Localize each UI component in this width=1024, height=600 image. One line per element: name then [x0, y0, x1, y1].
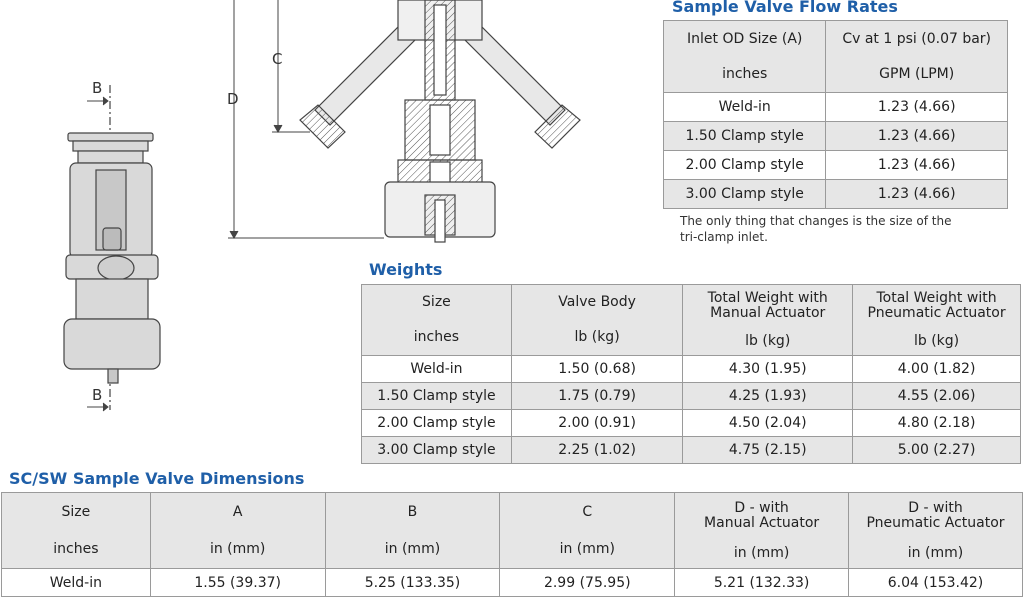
- header-cell: Cv at 1 psi (0.07 bar) GPM (LPM): [826, 21, 1008, 93]
- dimensions-title: SC/SW Sample Valve Dimensions: [9, 469, 305, 488]
- table-cell: 1.23 (4.66): [826, 151, 1008, 180]
- table-cell: 1.23 (4.66): [826, 122, 1008, 151]
- table-cell: 3.00 Clamp style: [664, 180, 826, 209]
- table-row: [664, 122, 1008, 151]
- flow-rates-title: Sample Valve Flow Rates: [672, 0, 898, 16]
- header-cell: D - with Manual Actuator in (mm): [675, 493, 849, 569]
- table-cell: 2.99 (75.95): [500, 569, 675, 597]
- label-c: C: [272, 50, 283, 68]
- table-cell: 4.80 (2.18): [853, 410, 1021, 437]
- label-b-top: B: [92, 79, 103, 97]
- table-cell: 1.55 (39.37): [150, 569, 325, 597]
- table-row: [362, 437, 1021, 464]
- table-header-row: [2, 493, 1023, 569]
- table-cell: 2.00 Clamp style: [664, 151, 826, 180]
- table-cell: 4.50 (2.04): [683, 410, 853, 437]
- table-cell: 1.50 Clamp style: [664, 122, 826, 151]
- side-view: [64, 85, 160, 410]
- table-cell: 2.25 (1.02): [511, 437, 682, 464]
- table-cell: Weld-in: [2, 569, 151, 597]
- header-cell: Inlet OD Size (A) inches: [664, 21, 826, 93]
- table-cell: 1.50 (0.68): [511, 356, 682, 383]
- dimensions-table: [1, 492, 1023, 597]
- table-row: [664, 151, 1008, 180]
- table-cell: 1.75 (0.79): [511, 383, 682, 410]
- header-cell: B in (mm): [325, 493, 500, 569]
- table-row: [362, 383, 1021, 410]
- table-row: [362, 410, 1021, 437]
- header-cell: Size inches: [2, 493, 151, 569]
- flow-rates-note: [680, 213, 952, 245]
- table-cell: 4.30 (1.95): [683, 356, 853, 383]
- table-header-row: [362, 285, 1021, 356]
- table-cell: Weld-in: [664, 93, 826, 122]
- table-row: [664, 180, 1008, 209]
- header-cell: Total Weight with Manual Actuator lb (kg): [683, 285, 853, 356]
- table-cell: 3.00 Clamp style: [362, 437, 512, 464]
- table-header-row: [664, 21, 1008, 93]
- table-row: [2, 569, 1023, 597]
- table-cell: 1.23 (4.66): [826, 93, 1008, 122]
- note-line: tri-clamp inlet.: [680, 230, 768, 244]
- label-d: D: [227, 90, 239, 108]
- weights-table: [361, 284, 1021, 464]
- label-b-bottom: B: [92, 386, 103, 404]
- table-cell: 6.04 (153.42): [849, 569, 1023, 597]
- table-cell: 2.00 (0.91): [511, 410, 682, 437]
- header-cell: D - with Pneumatic Actuator in (mm): [849, 493, 1023, 569]
- table-cell: 4.75 (2.15): [683, 437, 853, 464]
- table-row: [362, 356, 1021, 383]
- header-cell: Valve Body lb (kg): [511, 285, 682, 356]
- table-cell: 4.25 (1.93): [683, 383, 853, 410]
- table-cell: 5.21 (132.33): [675, 569, 849, 597]
- table-cell: 2.00 Clamp style: [362, 410, 512, 437]
- table-row: [664, 93, 1008, 122]
- table-cell: 1.23 (4.66): [826, 180, 1008, 209]
- table-cell: Weld-in: [362, 356, 512, 383]
- header-cell: A in (mm): [150, 493, 325, 569]
- table-cell: 5.00 (2.27): [853, 437, 1021, 464]
- header-cell: Total Weight with Pneumatic Actuator lb (kg): [853, 285, 1021, 356]
- section-view: [300, 0, 580, 242]
- note-line: The only thing that changes is the size of the: [680, 214, 952, 228]
- flow-rates-table: [663, 20, 1008, 209]
- weights-title: Weights: [369, 260, 443, 279]
- table-cell: 4.00 (1.82): [853, 356, 1021, 383]
- header-cell: Size inches: [362, 285, 512, 356]
- header-cell: C in (mm): [500, 493, 675, 569]
- table-cell: 5.25 (133.35): [325, 569, 500, 597]
- table-cell: 1.50 Clamp style: [362, 383, 512, 410]
- table-cell: 4.55 (2.06): [853, 383, 1021, 410]
